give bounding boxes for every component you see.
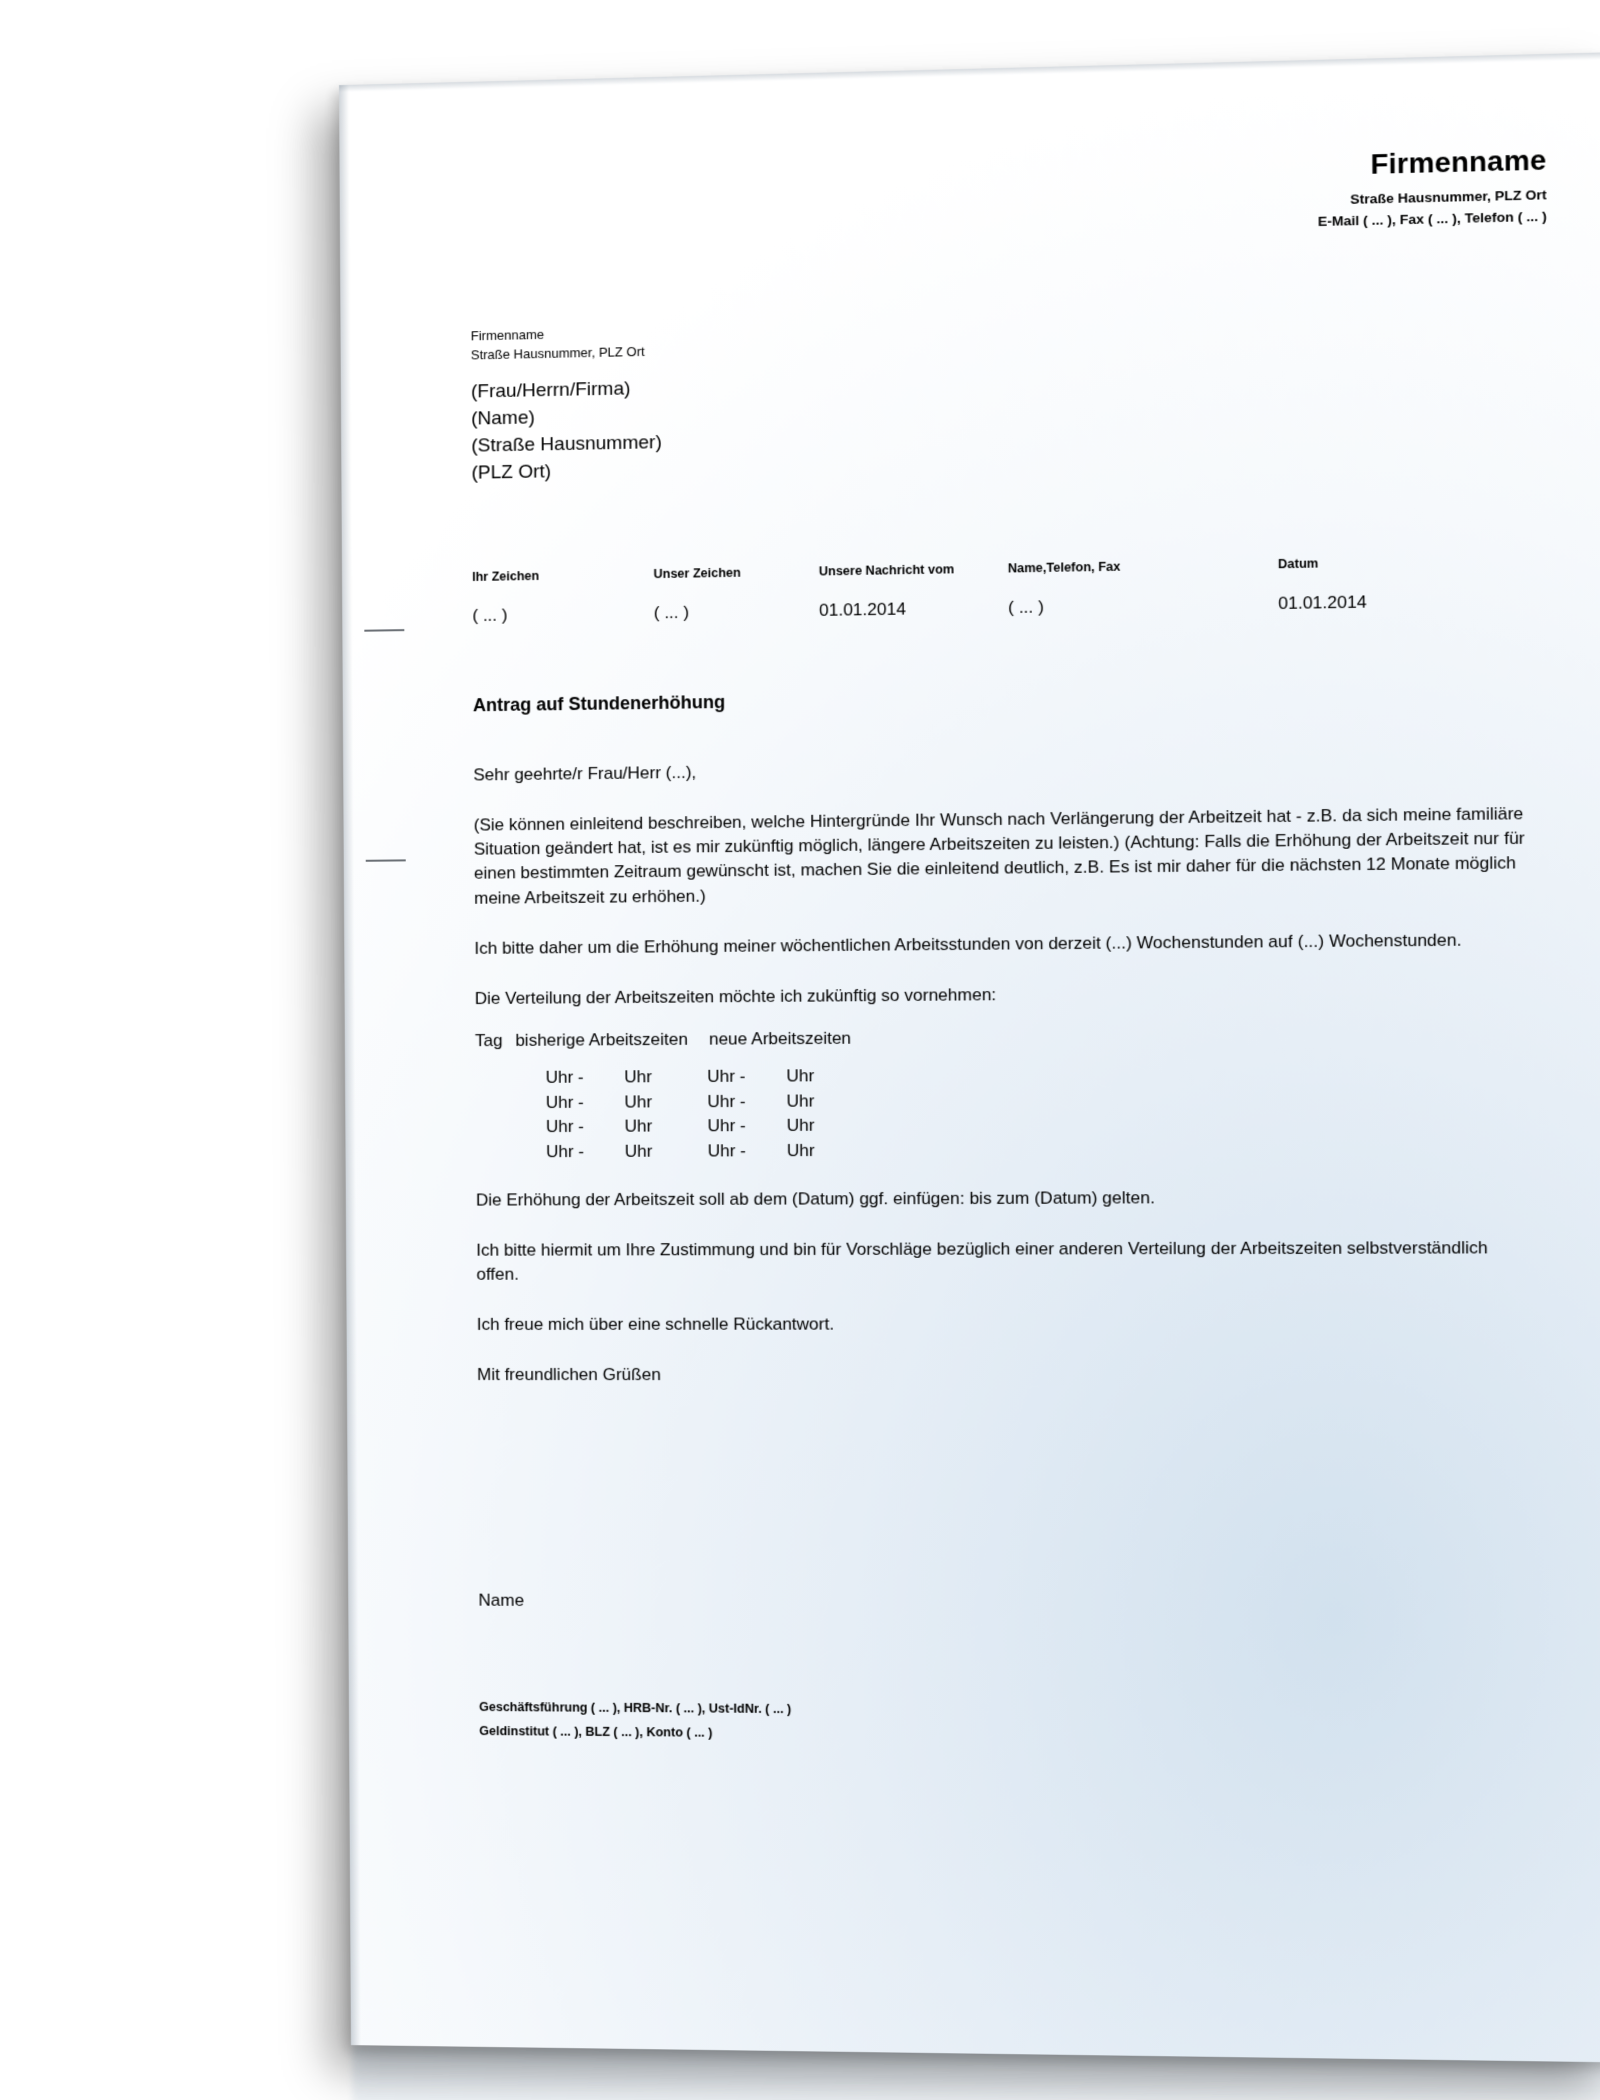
salutation: Sehr geehrte/r Frau/Herr (...), (473, 762, 697, 785)
body-paragraph-6: Ich freue mich über eine schnelle Rückantwort. (476, 1314, 835, 1335)
schedule-cell: Uhr - (545, 1092, 584, 1112)
reference-column-nachricht-vom (819, 562, 955, 621)
document-page (339, 52, 1600, 2062)
body-paragraph-5: Ich bitte hiermit um Ihre Zustimmung und bin für Vorschläge bezüglich einer anderen Verteilung der Arbeitszeiten selbstverständlich offen. (476, 1238, 1488, 1284)
recipient-line-3: (Straße Hausnummer) (471, 431, 662, 457)
schedule-header-tag: Tag (474, 1030, 503, 1051)
letter-body (473, 751, 1533, 1415)
reference-value: 01.01.2014 (819, 599, 906, 620)
company-address: Straße Hausnummer, PLZ Ort (1350, 187, 1547, 207)
reference-label: Unsere Nachricht vom (818, 562, 955, 579)
company-name: Firmenname (1370, 144, 1547, 180)
sender-line-address: Straße Hausnummer, PLZ Ort (470, 343, 645, 363)
schedule-cell: Uhr (624, 1067, 653, 1087)
reference-label: Ihr Zeichen (472, 568, 540, 584)
reference-row (472, 553, 1517, 626)
table-row (546, 1115, 858, 1141)
body-paragraph-2: Ich bitte daher um die Erhöhung meiner wöchentlichen Arbeitsstunden von derzeit (...) Wochenstunden auf (...) Wochenstunden. (474, 929, 1462, 958)
fold-mark-lower (366, 859, 406, 861)
reference-column-name-telefon-fax (1008, 560, 1121, 619)
recipient-line-1: (Frau/Herrn/Firma) (470, 378, 631, 403)
schedule-cell: Uhr - (546, 1142, 585, 1162)
schedule-cell: Uhr (786, 1140, 815, 1161)
reference-value: ( ... ) (1008, 597, 1045, 618)
reference-column-unser-zeichen (653, 566, 741, 624)
schedule-table (546, 1065, 859, 1166)
schedule-headers (475, 1024, 1531, 1051)
signature-name: Name (478, 1590, 525, 1610)
sender-line-company: Firmenname (470, 326, 545, 344)
body-paragraph-3: Die Verteilung der Arbeitszeiten möchte ich zukünftig so vornehmen: (474, 984, 997, 1008)
reference-label: Name,Telefon, Fax (1007, 559, 1121, 576)
schedule-cell: Uhr (786, 1091, 815, 1111)
footer-line-1: Geschäftsführung ( ... ), HRB-Nr. ( ... ), Ust-IdNr. ( ... ) (479, 1699, 792, 1717)
schedule-cell: Uhr - (545, 1117, 585, 1137)
schedule-cell: Uhr - (707, 1066, 746, 1086)
schedule-cell: Uhr - (707, 1141, 747, 1161)
table-row (546, 1140, 858, 1166)
company-contact: E-Mail ( ... ), Fax ( ... ), Telefon ( ... ) (1317, 208, 1547, 230)
body-paragraph-1: (Sie können einleitend beschreiben, welche Hintergründe Ihr Wunsch nach Verlängerung der Arbeitzeit hat - z.B. da sich meine familiäre Situation geändert hat, ist es mir zukünftig möglich, längere Arbeitszeiten zu leisten.) (Achtung: Falls die Erhöhung der Arbeitszeit nur für einen bestimmten Zeitraum gewünscht ist, machen Sie die einleitend deutlich, z.B. Es ist mir daher für die nächsten 12 Monate möglich meine Arbeitszeit zu erhöhen.) (473, 804, 1525, 908)
letter-subject: Antrag auf Stundenerhöhung (472, 691, 726, 716)
schedule-cell: Uhr (786, 1116, 815, 1136)
recipient-address (471, 376, 662, 488)
recipient-line-2: (Name) (471, 407, 535, 430)
body-paragraph-4: Die Erhöhung der Arbeitszeit soll ab dem (Datum) ggf. einfügen: bis zum (Datum) gelten. (475, 1187, 1155, 1210)
schedule-cell: Uhr - (545, 1067, 584, 1087)
reference-value: ( ... ) (653, 602, 690, 623)
fold-mark-upper (364, 629, 404, 631)
schedule-cell: Uhr (624, 1141, 653, 1161)
schedule-cell: Uhr - (707, 1091, 746, 1111)
letter-closing: Mit freundlichen Grüßen (477, 1365, 661, 1385)
table-row (546, 1065, 858, 1092)
recipient-line-4: (PLZ Ort) (471, 461, 552, 484)
reference-column-ihr-zeichen (472, 569, 539, 626)
reference-value: ( ... ) (472, 605, 508, 626)
table-row (546, 1090, 858, 1117)
schedule-cell: Uhr - (707, 1116, 746, 1136)
sender-line (471, 324, 645, 365)
schedule-cell: Uhr (624, 1116, 653, 1137)
letter-footer (479, 1696, 792, 1746)
document-page-wrapper (339, 52, 1600, 2062)
footer-line-2: Geldinstitut ( ... ), BLZ ( ... ), Konto ( ... ) (479, 1723, 713, 1740)
page-content (339, 52, 1600, 2062)
reference-label: Datum (1277, 556, 1319, 572)
schedule-cell: Uhr (624, 1091, 653, 1112)
reference-value: 01.01.2014 (1278, 592, 1367, 614)
schedule-cell: Uhr (786, 1066, 815, 1086)
schedule-header-neue: neue Arbeitszeiten (708, 1028, 852, 1049)
reference-column-datum (1278, 556, 1367, 614)
reference-label: Unser Zeichen (653, 565, 741, 582)
schedule-header-bisherige: bisherige Arbeitszeiten (515, 1029, 688, 1050)
letterhead (1317, 144, 1546, 229)
